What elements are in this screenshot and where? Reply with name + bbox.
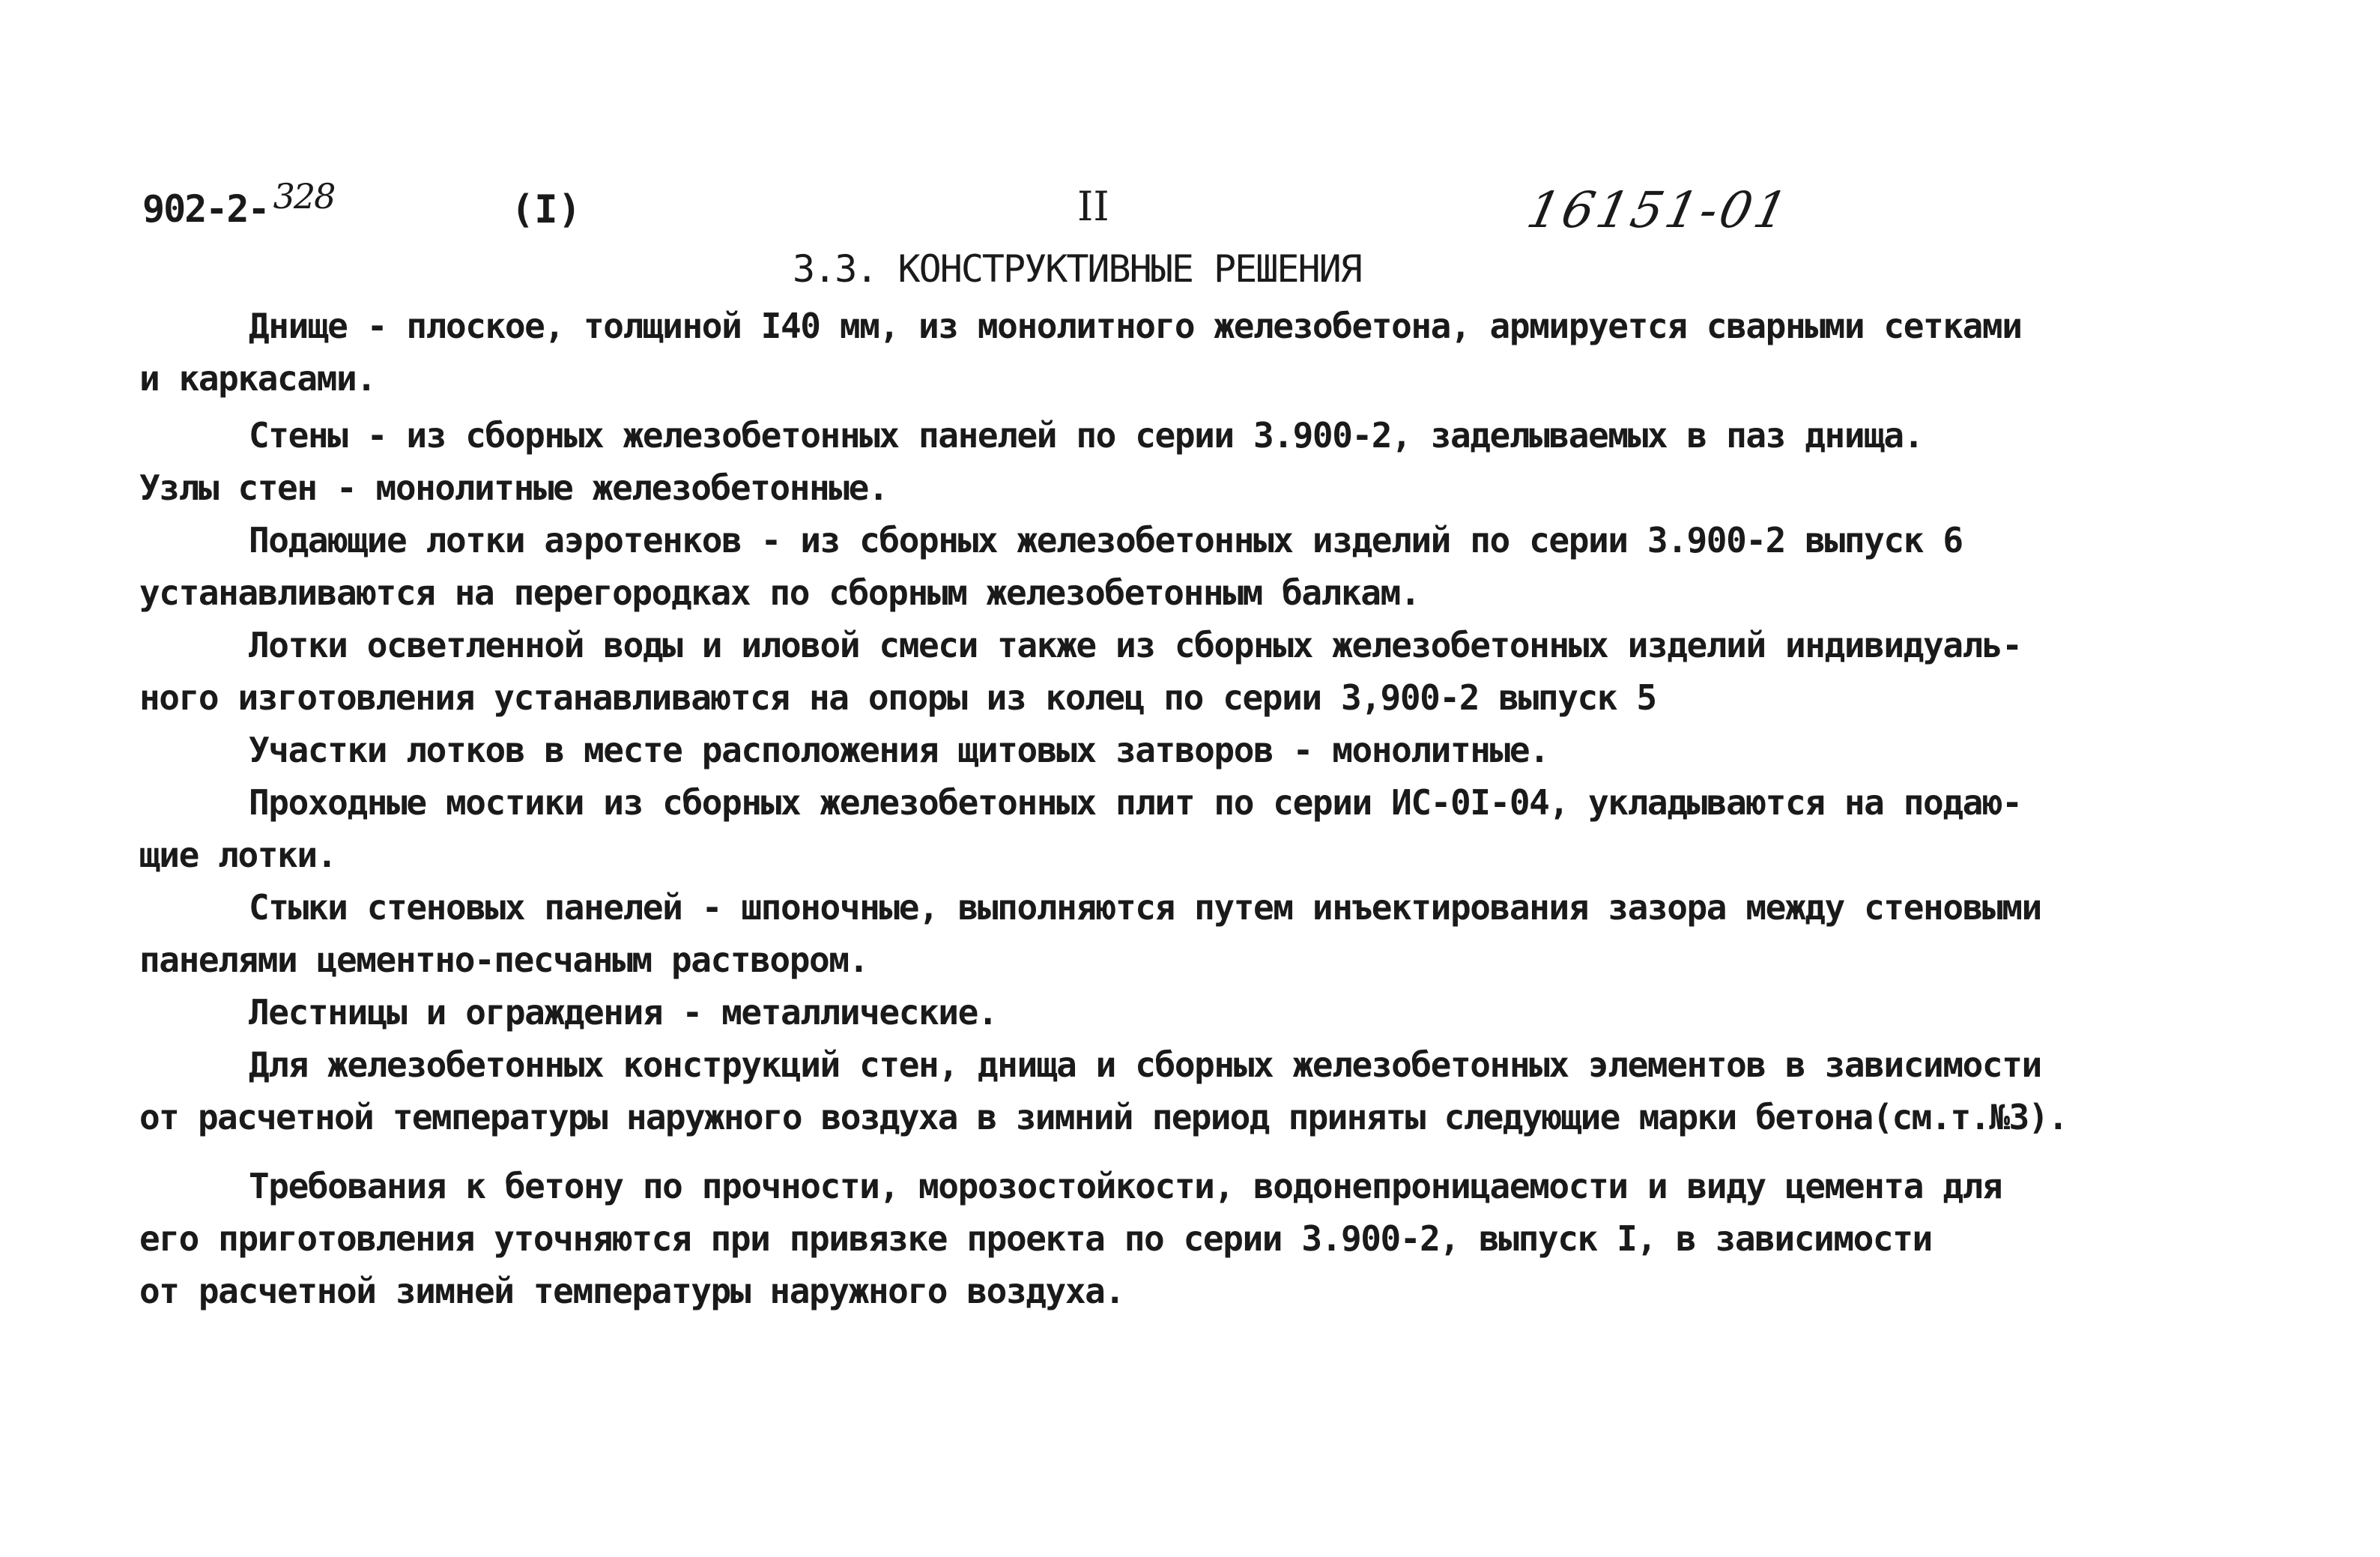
paragraph-stairs-line-1: Лестницы и ограждения - металлические. [249,992,998,1033]
paragraph-requirements-line-3: от расчетной зимней температуры наружного воздуха. [139,1271,1124,1311]
paragraph-feed-trays-line-1: Подающие лотки аэротенков - из сборных железобетонных изделий по серии 3.900-2 выпуск 6 [249,520,1963,560]
paragraph-bottom-line-2: и каркасами. [139,358,376,399]
paragraph-bottom-line-1: Днище - плоское, толщиной I40 мм, из монолитного железобетона, армируется сварными сетками [249,306,2022,346]
inventory-number-handwritten: 16151-01 [1521,181,1796,239]
document-code-handwritten: 328 [273,176,335,217]
document-part: (I) [511,187,581,232]
paragraph-requirements-line-2: его приготовления уточняются при привязке проекта по серии 3.900-2, выпуск I, в зависимости [139,1218,1932,1259]
page-header [0,165,2380,247]
section-title: 3.3. КОНСТРУКТИВНЫЕ РЕШЕНИЯ [793,247,1361,291]
paragraph-walkways-line-2: щие лотки. [139,835,336,875]
paragraph-walls-line-2: Узлы стен - монолитные железобетонные. [139,468,888,508]
paragraph-requirements-line-1: Требования к бетону по прочности, морозостойкости, водонепроницаемости и виду цемента для [249,1166,2002,1206]
paragraph-joints-line-1: Стыки стеновых панелей - шпоночные, выполняются путем инъектирования зазора между стеновыми [249,887,2041,928]
paragraph-walkways-line-1: Проходные мостики из сборных железобетонных плит по серии ИС-0I-04, укладываются на подаю- [249,782,2022,823]
paragraph-concrete-grades-line-2: от расчетной температуры наружного воздуха в зимний период приняты следующие марки бетона(см.т.№3). [139,1097,2068,1137]
page-number: II [1077,183,1109,230]
document-code [142,176,335,231]
paragraph-clarified-trays-line-1: Лотки осветленной воды и иловой смеси также из сборных железобетонных изделий индивидуаль- [249,625,2022,665]
paragraph-joints-line-2: панелями цементно-песчаным раствором. [139,940,868,980]
paragraph-feed-trays-line-2: устанавливаются на перегородках по сборным железобетонным балкам. [139,572,1420,613]
paragraph-gate-sections-line-1: Участки лотков в месте расположения щитовых затворов - монолитные. [249,730,1549,770]
paragraph-clarified-trays-line-2: ного изготовления устанавливаются на опоры из колец по серии 3,900-2 выпуск 5 [139,677,1656,718]
paragraph-walls-line-1: Стены - из сборных железобетонных панелей по серии 3.900-2, заделываемых в паз днища. [249,415,1924,456]
paragraph-concrete-grades-line-1: Для железобетонных конструкций стен, днища и сборных железобетонных элементов в зависимости [249,1044,2041,1085]
body-text [139,300,2282,1317]
document-code-prefix: 902-2- [142,187,269,231]
